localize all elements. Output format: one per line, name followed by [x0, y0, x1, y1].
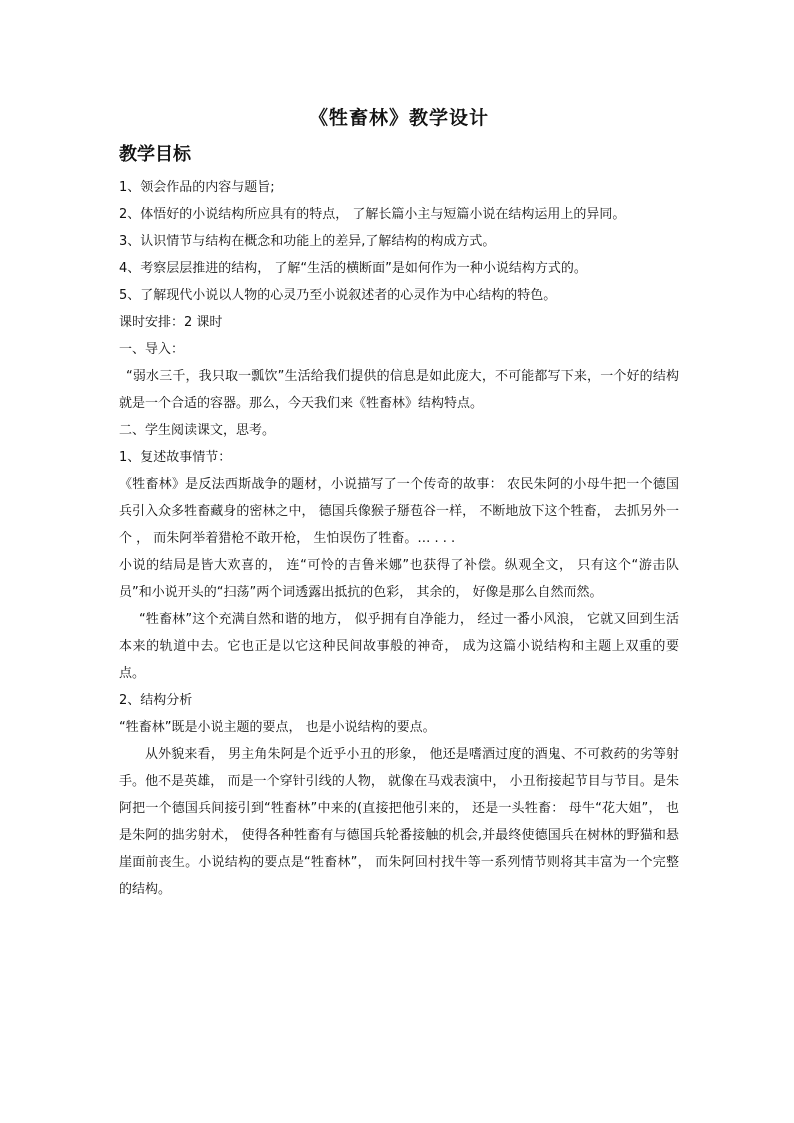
sub2-heading: 2、结构分析 [119, 693, 193, 708]
sub1-paragraph-1: 《牲畜林》是反法西斯战争的题材，小说描写了一个传奇的故事： 农民朱阿的小母牛把一个德国兵引入众多牲畜藏身的密林之中， 德国兵像猴子掰苞谷一样， 不断地放下这个牲畜， 去抓另外一个 ， 而朱阿举着猎枪不敢开枪， 生怕误伤了牲畜。… . . . [119, 477, 679, 546]
part1-paragraph: “弱水三千，我只取一瓢饮”生活给我们提供的信息是如此庞大，不可能都写下来，一个好的结构就是一个合适的容器。那么，今天我们来《牲畜林》结构特点。 [119, 369, 679, 411]
objective-2: 2、体悟好的小说结构所应具有的特点， 了解长篇小主与短篇小说在结构运用上的异同。 [119, 207, 626, 222]
part1-heading: 一、导入： [119, 342, 185, 357]
part2-heading: 二、学生阅读课文，思考。 [119, 423, 276, 438]
sub2-paragraph-1: “牲畜林”既是小说主题的要点， 也是小说结构的要点。 [119, 720, 436, 735]
objective-1: 1、领会作品的内容与题旨; [119, 180, 275, 195]
sub1-heading: 1、复述故事情节： [119, 450, 232, 465]
sub2-paragraph-2: 从外貌来看， 男主角朱阿是个近乎小丑的形象， 他还是嗜酒过度的酒鬼、不可救药的劣等射手。他不是英雄， 而是一个穿针引线的人物， 就像在马戏表演中， 小丑衔接起节目与节目。是朱阿把一个德国兵间接引到“牲畜林”中来的(直接把他引来的， 还是一头牲畜： 母牛“花大姐”， 也是朱阿的拙劣射术， 使得各种牲畜有与德国兵轮番接触的机会,并最终使德国兵在树林的野猫和悬崖面前丧生。小说结构的要点是“牲畜林”， 而朱阿回村找牛等一系列情节则将其丰富为一个完整的结构。 [119, 747, 679, 897]
objective-4: 4、考察层层推进的结构， 了解“生活的横断面”是如何作为一种小说结构方式的。 [119, 261, 587, 276]
sub1-paragraph-2: 小说的结局是皆大欢喜的， 连“可怜的吉鲁米娜”也获得了补偿。纵观全文， 只有这个“游击队员”和小说开头的“扫荡”两个词透露出抵抗的色彩， 其余的， 好像是那么自然而然。 [119, 558, 679, 600]
document-body [119, 104, 679, 903]
sub1-paragraph-3: “牲畜林”这个充满自然和谐的地方， 似乎拥有自净能力， 经过一番小风浪， 它就又回到生活本来的轨道中去。它也正是以它这种民间故事般的神奇， 成为这篇小说结构和主题上双重的要点。 [119, 612, 679, 681]
document-title: 《牲畜林》教学设计 [308, 107, 489, 129]
objective-5: 5、了解现代小说以人物的心灵乃至小说叙述者的心灵作为中心结构的特色。 [119, 288, 557, 303]
section-heading-objectives: 教学目标 [119, 144, 191, 165]
schedule-line: 课时安排：2 课时 [119, 315, 223, 330]
objective-3: 3、认识情节与结构在概念和功能上的差异,了解结构的构成方式。 [119, 234, 496, 249]
